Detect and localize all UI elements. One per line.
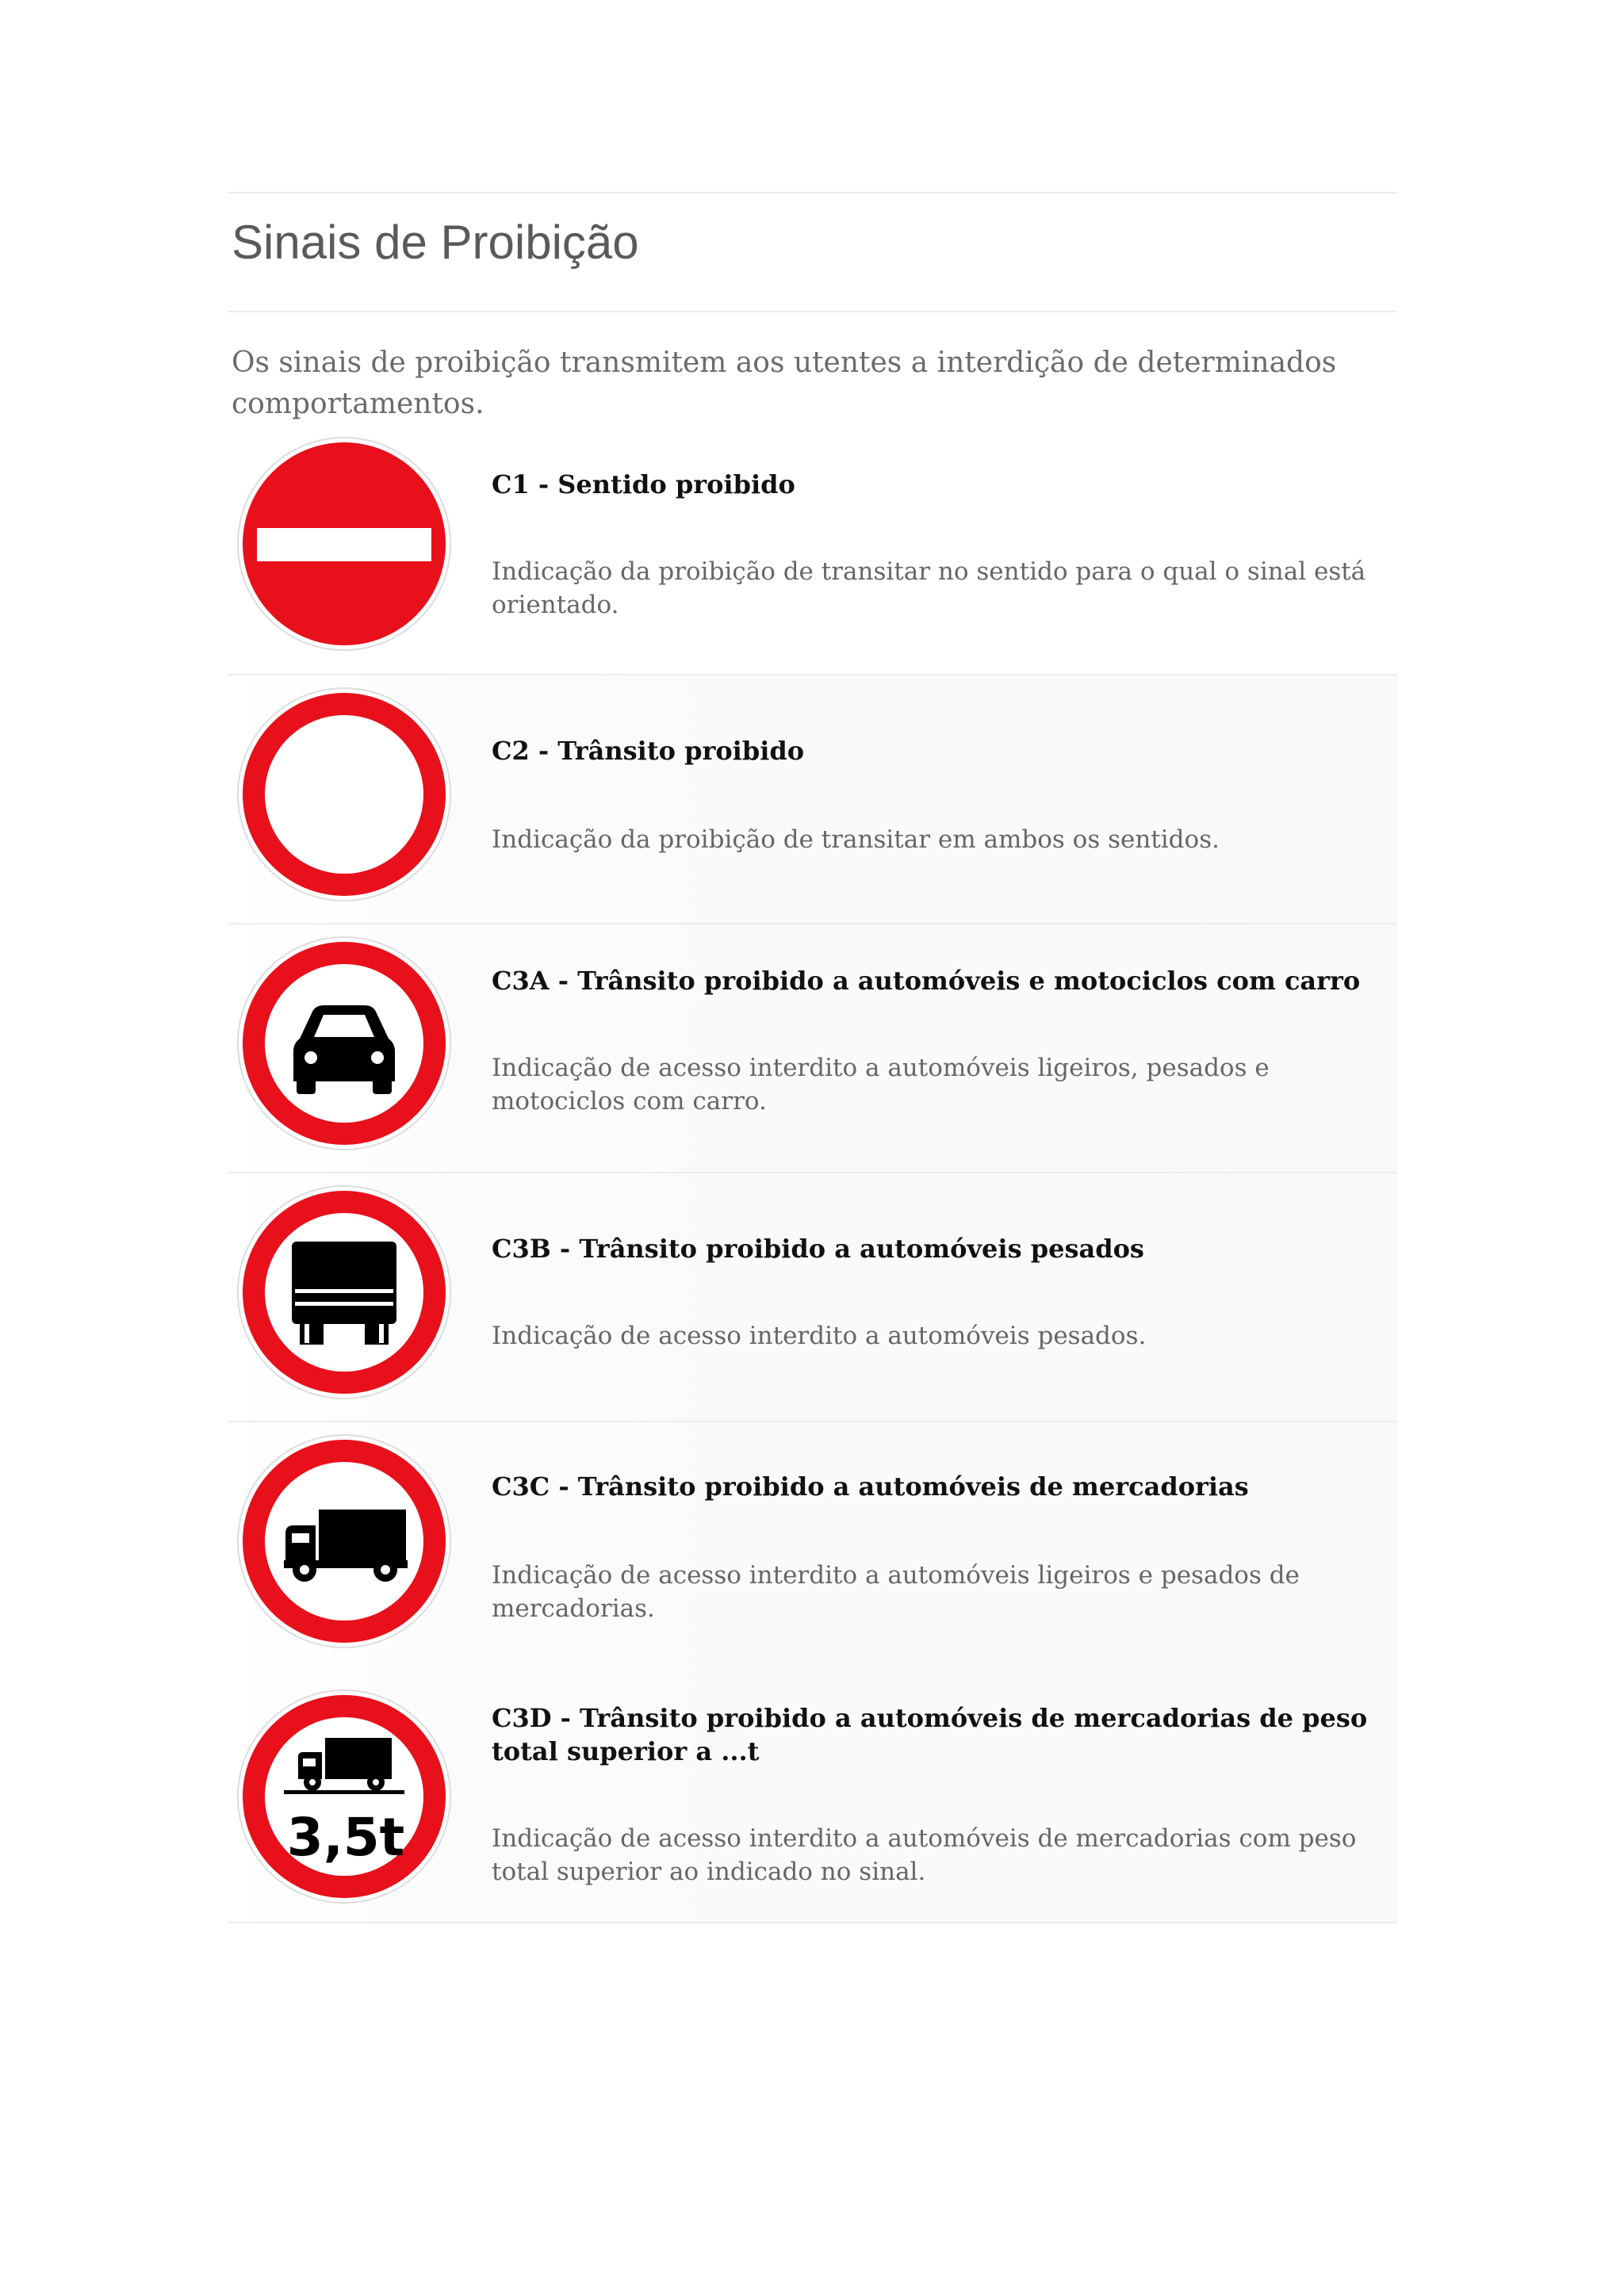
- sign-description: Indicação de acesso interdito a automóveis pesados.: [492, 1322, 1147, 1350]
- sign-description: Indicação da proibição de transitar no sentido para o qual o sinal está orientado.: [492, 557, 1366, 619]
- no-heavy-vehicles-sign-icon: [236, 1184, 452, 1400]
- no-cars-sign-icon: [236, 936, 452, 1151]
- sign-row-c3c: [228, 1422, 1397, 1670]
- sign-row-c1: [228, 434, 1397, 674]
- weight-limit-sign-icon: [236, 1689, 452, 1904]
- sign-title: C3C - Trânsito proibido a automóveis de mercadorias: [492, 1471, 1249, 1502]
- sign-row-c3d: [228, 1670, 1397, 1922]
- sign-description: Indicação de acesso interdito a automóveis de mercadorias com peso total superior ao indicado no sinal.: [492, 1824, 1357, 1886]
- sign-title: C1 - Sentido proibido: [492, 469, 795, 499]
- weight-limit-label: 3,5t: [286, 1807, 405, 1868]
- page-title: Sinais de Proibição: [232, 216, 639, 269]
- sign-description: Indicação de acesso interdito a automóveis ligeiros, pesados e motociclos com carro.: [492, 1054, 1270, 1115]
- sign-title: C3A - Trânsito proibido a automóveis e motociclos com carro: [492, 966, 1361, 996]
- sign-row-c2: [228, 675, 1397, 923]
- sign-title: C3D - Trânsito proibido a automóveis de mercadorias de peso total superior a ...t: [492, 1703, 1368, 1766]
- no-entry-sign-icon: [236, 436, 452, 652]
- sign-title: C3B - Trânsito proibido a automóveis pesados: [492, 1234, 1144, 1264]
- divider-line: [284, 1790, 404, 1794]
- sign-title: C2 - Trânsito proibido: [492, 736, 805, 766]
- sign-description: Indicação da proibição de transitar em ambos os sentidos.: [492, 825, 1220, 854]
- intro-paragraph: Os sinais de proibição transmitem aos utentes a interdição de determinados comportamentos.: [232, 346, 1337, 420]
- sign-row-c3b: [228, 1173, 1397, 1421]
- no-vehicles-sign-icon: [236, 687, 452, 902]
- sign-row-c3a: [228, 924, 1397, 1172]
- bottom-divider: [228, 1922, 1397, 1923]
- no-goods-vehicles-sign-icon: [236, 1433, 452, 1649]
- sign-description: Indicação de acesso interdito a automóveis ligeiros e pesados de mercadorias.: [492, 1561, 1300, 1623]
